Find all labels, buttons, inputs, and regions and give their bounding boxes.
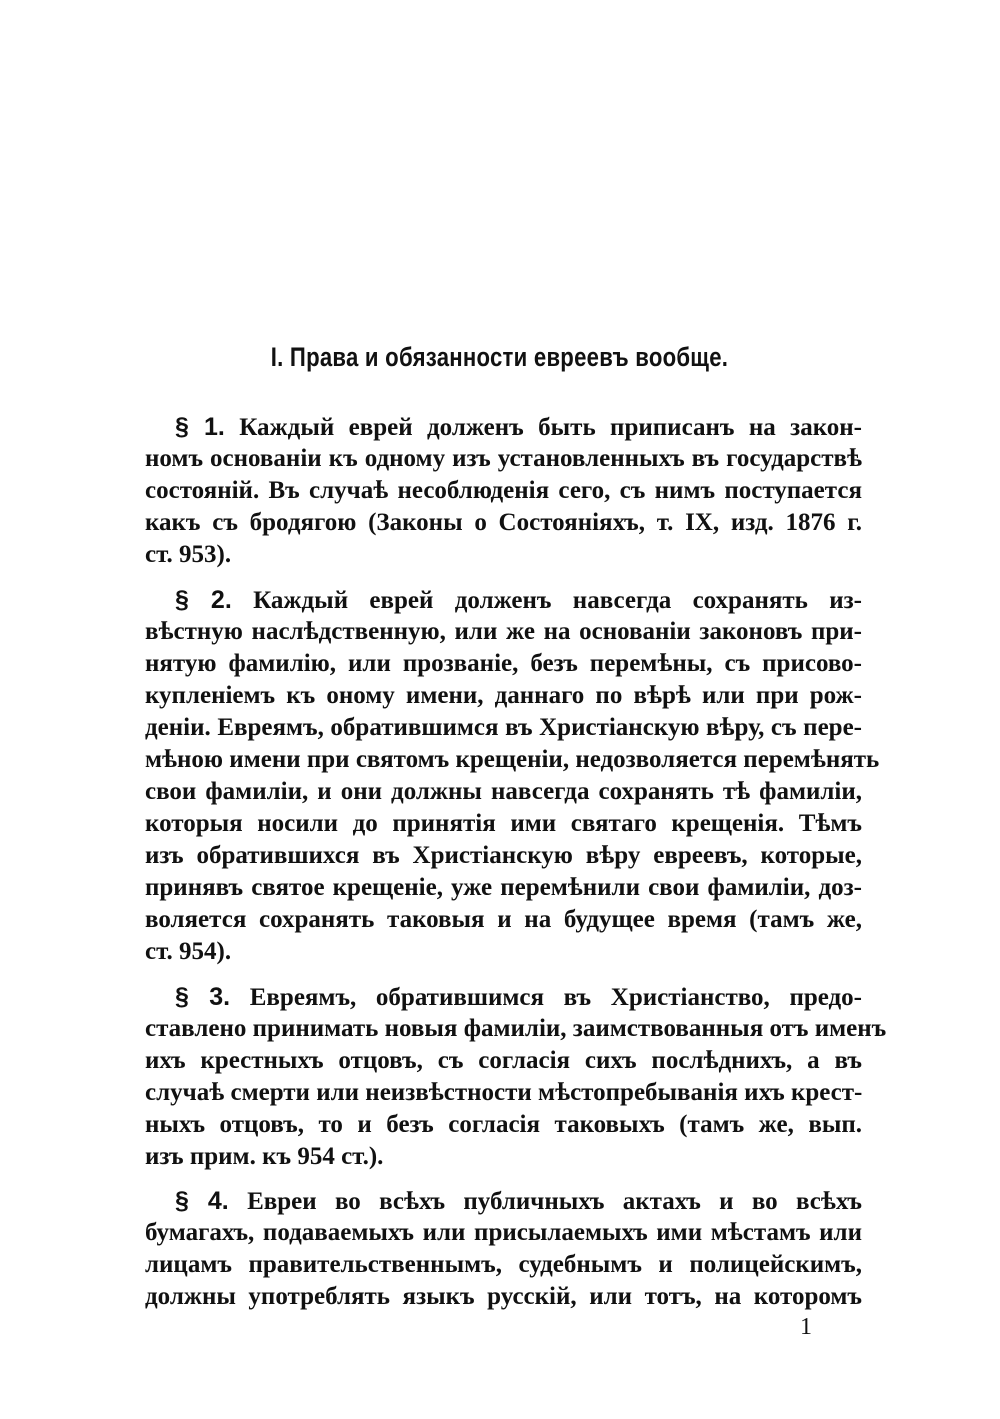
page-number: 1 — [800, 1314, 812, 1340]
line-text: Евреямъ, обратившимся въ Христiанство, предо- — [249, 984, 862, 1011]
text-line — [145, 904, 862, 936]
line-text: мѣною имени при святомъ крещенiи, недозволяется перемѣнять — [145, 746, 880, 773]
text-line — [145, 680, 862, 712]
text-line — [145, 1249, 862, 1281]
text-line — [145, 1045, 862, 1077]
line-text: воляется сохранять таковыя и на будущее время (тамъ же, — [145, 906, 862, 933]
section-mark: § 2. — [175, 586, 232, 614]
line-text: лицамъ правительственнымъ, судебнымъ и полицейскимъ, — [145, 1251, 862, 1278]
text-line — [145, 840, 862, 872]
line-text: нятую фамилiю, или прозванiе, безъ перемѣны, съ присово- — [145, 650, 862, 677]
line-text: должны употреблять языкъ русскiй, или тотъ, на которомъ — [145, 1283, 862, 1310]
line-text: ныхъ отцовъ, то и безъ согласiя таковыхъ (тамъ же, вып. — [145, 1111, 862, 1138]
line-text: денiи. Евреямъ, обратившимся въ Христiанскую вѣру, съ пере- — [145, 714, 862, 741]
section-heading: I. Права и обязанности евреевъ вообще. — [270, 342, 729, 372]
text-line — [145, 1217, 862, 1249]
text-line — [145, 648, 862, 680]
text-line — [145, 1077, 862, 1109]
text-line — [145, 584, 862, 616]
line-text: ставлено принимать новыя фамилiи, заимствованныя отъ именъ — [145, 1015, 887, 1042]
text-line — [145, 1141, 862, 1173]
section-mark: § 4. — [175, 1187, 229, 1215]
line-text: купленiемъ къ оному имени, даннаго по вѣрѣ или при рож- — [145, 682, 862, 709]
text-line — [145, 744, 880, 776]
line-text: Каждый еврей долженъ навсегда сохранять из- — [253, 587, 862, 614]
line-text: которыя носили до принятiя ими святаго крещенiя. Тѣмъ — [145, 810, 862, 837]
text-line — [145, 776, 862, 808]
text-line — [145, 981, 862, 1013]
text-line — [145, 539, 862, 571]
text-line — [145, 1013, 887, 1045]
text-line — [145, 475, 862, 507]
text-line — [145, 1185, 862, 1217]
text-line — [145, 808, 862, 840]
text-line — [145, 507, 862, 539]
text-line — [145, 411, 862, 443]
paragraph-1 — [145, 411, 862, 571]
line-text: изъ прим. къ 954 ст.). — [145, 1143, 384, 1170]
paragraph-2 — [145, 584, 880, 968]
line-text: свои фамилiи, и они должны навсегда сохранять тѣ фамилiи, — [145, 778, 862, 805]
text-line — [145, 872, 862, 904]
text-line — [145, 936, 862, 968]
text-line — [145, 712, 862, 744]
line-text: вѣстную наслѣдственную, или же на основанiи законовъ при- — [145, 618, 862, 645]
paragraph-3 — [145, 981, 887, 1173]
text-line — [145, 616, 862, 648]
line-text: ихъ крестныхъ отцовъ, съ согласiя сихъ послѣднихъ, а въ — [145, 1047, 862, 1074]
line-text: номъ основанiи къ одному изъ установленныхъ въ государствѣ — [145, 445, 862, 472]
line-text: изъ обратившихся въ Христiанскую вѣру евреевъ, которые, — [145, 842, 862, 869]
line-text: ст. 954). — [145, 938, 232, 965]
line-text: случаѣ смерти или неизвѣстности мѣстопребыванiя ихъ крест- — [145, 1079, 863, 1106]
line-text: состоянiй. Въ случаѣ несоблюденiя сего, съ нимъ поступается — [145, 477, 862, 504]
text-line — [145, 1281, 862, 1313]
text-line — [145, 443, 862, 475]
line-text: Каждый еврей долженъ быть приписанъ на закон- — [239, 414, 863, 441]
line-text: бумагахъ, подаваемыхъ или присылаемыхъ ими мѣстамъ или — [145, 1219, 862, 1246]
section-mark: § 3. — [175, 983, 231, 1011]
section-mark: § 1. — [175, 413, 225, 441]
line-text: какъ съ бродягою (Законы о Состоянiяхъ, т. IX, изд. 1876 г. — [145, 509, 862, 536]
line-text: Евреи во всѣхъ публичныхъ актахъ и во всѣхъ — [247, 1188, 863, 1215]
paragraph-4 — [145, 1185, 862, 1313]
text-line — [145, 1109, 862, 1141]
line-text: принявъ святое крещенiе, уже перемѣнили свои фамилiи, доз- — [145, 874, 862, 901]
line-text: ст. 953). — [145, 541, 232, 568]
